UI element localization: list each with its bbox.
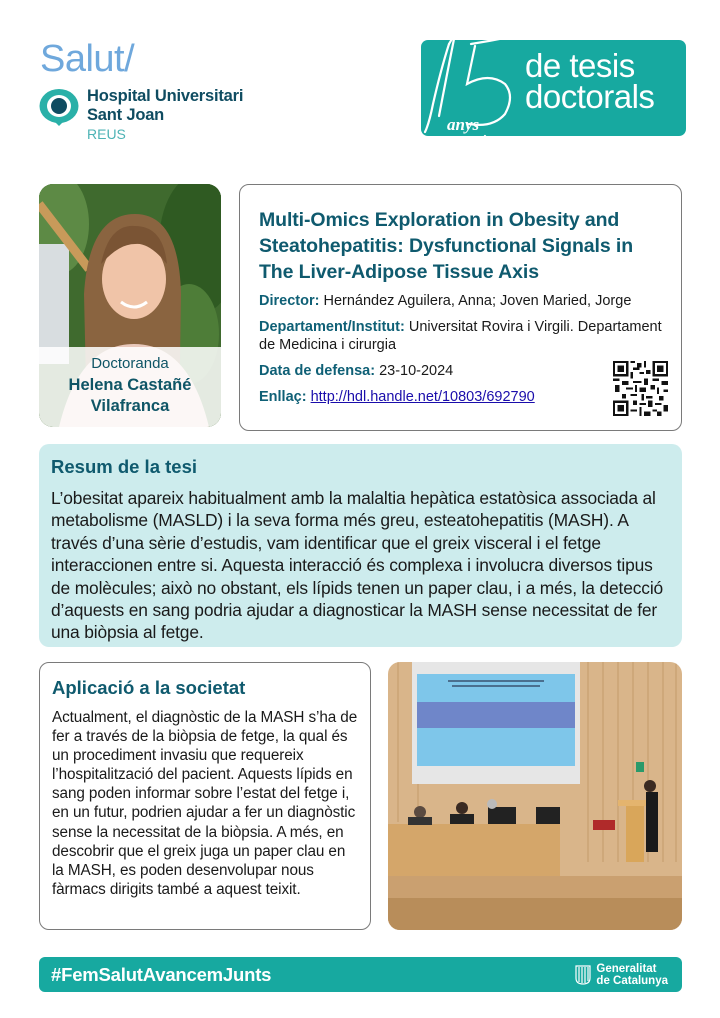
application-body: Actualment, el diagnòstic de la MASH s’ha de fer a través de la biòpsia de fetge, la qual és un procediment invasiu que requereix l’hospitalització del pacient. Aquests lípids en sang poden informar sobre l’estat del fetge i, en un futur, podrien ajudar a fer un diagnòstic sense la necessitat de la biòpsia. A més, en descobrir que el greix juga un paper clau en la MASH, es poden desenvolupar nous fàrmacs dirigits també a aquest teixit.: [52, 709, 358, 898]
defense-date-row: [259, 362, 663, 380]
summary-body: L’obesitat apareix habitualment amb la malaltia hepàtica estatòsica associada al metabolisme (MASLD) i la seva forma més greu, esteatohepatitis (MASH). A través d’una sèrie d’estudis, vam identificar que el greix visceral i el fetge interaccionen entre si. Aquesta interacció és complexa i involucra diversos tipus de molècules; això no obstant, els lípids tenen un paper clau, i a més, la detecció d’aquests en sang podria ajudar a diagnosticar la MASH sense necessitat de fer una biòpsia al fetge.: [51, 488, 664, 643]
badge-text: [525, 47, 655, 115]
candidate-name-line1: Helena Castañé: [68, 376, 192, 394]
thesis-info-card: [239, 184, 682, 431]
thesis-summary-section: [39, 444, 682, 647]
candidate-role: Doctoranda: [91, 355, 169, 372]
defense-date-label: Data de defensa:: [259, 363, 376, 379]
hospital-name-line2: Sant Joan: [87, 106, 165, 124]
director-value: Hernández Aguilera, Anna; Joven Maried, Jorge: [323, 293, 632, 309]
society-application-section: [39, 662, 371, 930]
director-row: [259, 292, 663, 310]
link-label: Enllaç:: [259, 389, 307, 405]
fifteen-years-script-icon: [419, 24, 539, 160]
hospital-logo: [39, 87, 243, 142]
generalitat-stripes-icon: [575, 965, 591, 985]
anys-label: anys: [447, 115, 480, 134]
footer-bar: [39, 957, 682, 992]
defense-date-value: 23-10-2024: [379, 363, 454, 379]
summary-title: Resum de la tesi: [51, 456, 198, 477]
campaign-hashtag: #FemSalutAvancemJunts: [51, 963, 272, 985]
hospital-name-line1: Hospital Universitari: [87, 87, 244, 105]
badge-line1: de tesis: [525, 47, 635, 84]
thesis-defense-photo: [388, 662, 682, 930]
department-value: Universitat Rovira i Virgili. Departament de Medicina i cirurgia: [259, 319, 662, 353]
qr-code-icon[interactable]: [613, 361, 668, 416]
hospital-city: REUS: [87, 126, 126, 142]
thesis-handle-link[interactable]: http://hdl.handle.net/10803/692790: [310, 389, 535, 405]
salut-logo: Salut/: [40, 38, 135, 80]
generalitat-logo: [575, 963, 668, 987]
badge-line2: doctorals: [525, 78, 655, 115]
department-label: Departament/Institut:: [259, 319, 405, 335]
link-row: [259, 388, 663, 406]
department-row: [259, 318, 663, 354]
candidate-caption: [39, 347, 221, 427]
thesis-title: Multi-Omics Exploration in Obesity and Steatohepatitis: Dysfunctional Signals in The Liver-Adipose Tissue Axis: [259, 209, 634, 283]
hospital-ring-icon: [39, 88, 79, 126]
director-label: Director:: [259, 293, 320, 309]
application-title: Aplicació a la societat: [52, 677, 246, 698]
candidate-name-line2: Vilafranca: [90, 397, 170, 415]
generalitat-line2: de Catalunya: [596, 974, 668, 987]
candidate-photo-card: [39, 184, 221, 427]
generalitat-line1: Generalitat: [596, 962, 657, 975]
